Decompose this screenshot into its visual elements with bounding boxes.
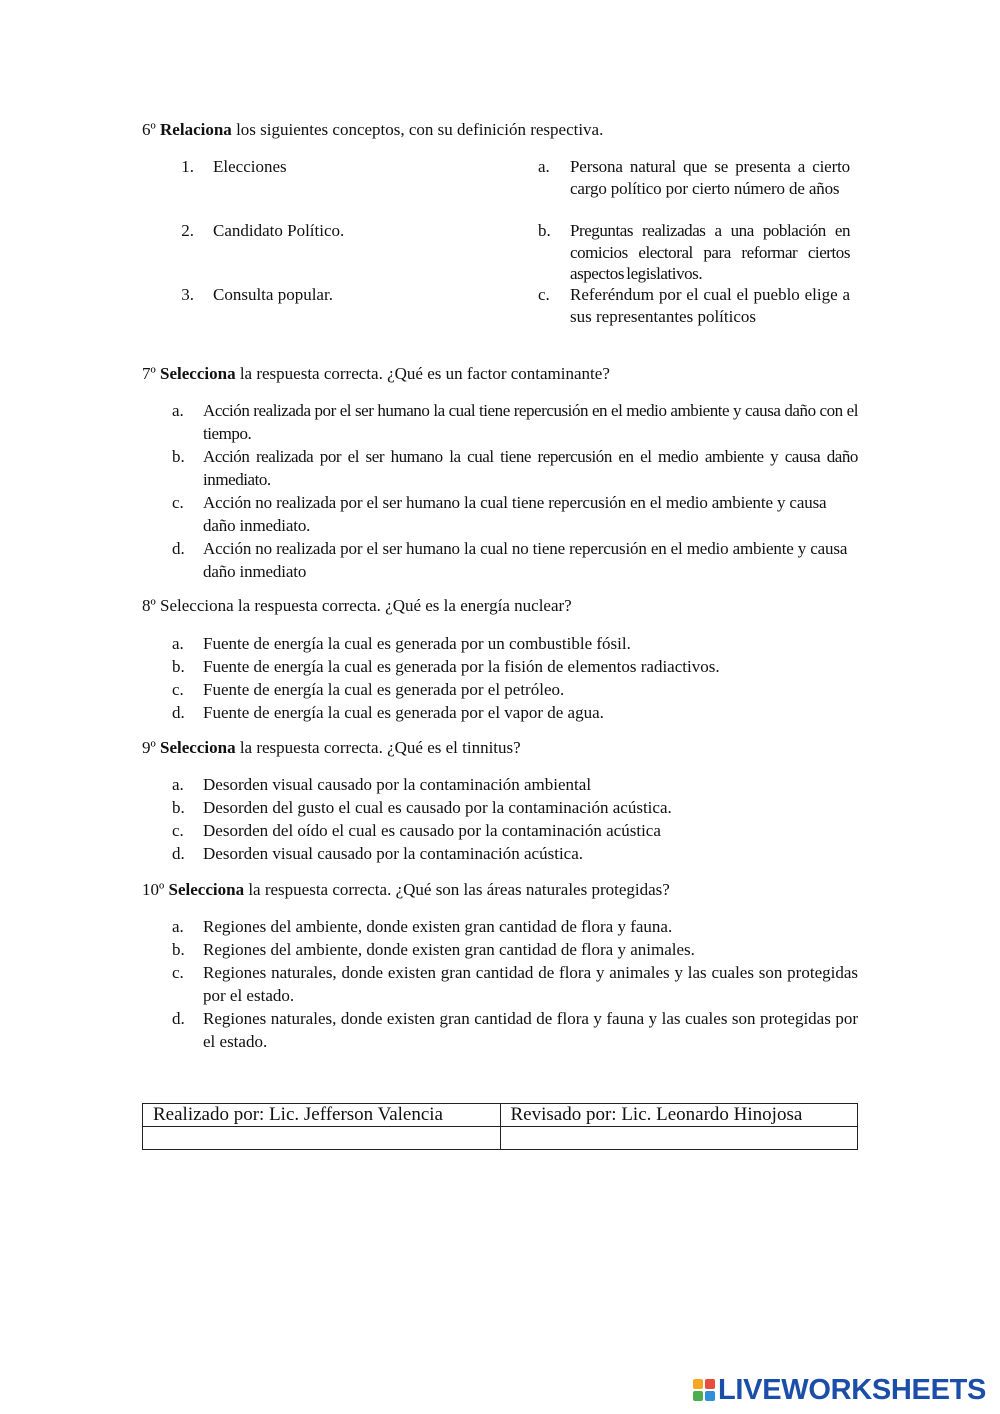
definition-item: a. Persona natural que se presenta a cierto cargo político por cierto número de años xyxy=(538,157,850,198)
answer-option: b. Desorden del gusto el cual es causado por la contaminación acústica. xyxy=(172,798,672,817)
question-text: los siguientes conceptos, con su definición respectiva. xyxy=(231,120,604,139)
question-10-title: 10º Selecciona la respuesta correcta. ¿Qué son las áreas naturales protegidas? xyxy=(142,880,670,899)
answer-option: d. Desorden visual causado por la contaminación acústica. xyxy=(172,844,584,863)
definition-item: c. Referéndum por el cual el pueblo elige a sus representantes políticos xyxy=(538,285,850,326)
answer-option: a. Acción realizada por el ser humano la cual tiene repercusión en el medio ambiente y causa daño con el tiempo. xyxy=(172,401,858,443)
answer-option: c. Fuente de energía la cual es generada por el petróleo. xyxy=(172,680,565,699)
answer-option: d. Acción no realizada por el ser humano la cual no tiene repercusión en el medio ambiente y causa daño inmediato xyxy=(172,539,848,581)
made-by-cell: Realizado por: Lic. Jefferson Valencia xyxy=(143,1104,501,1127)
answer-option: b. Acción realizada por el ser humano la cual tiene repercusión en el medio ambiente y causa daño inmediato. xyxy=(172,447,858,489)
answer-option: a. Desorden visual causado por la contaminación ambiental xyxy=(172,775,592,794)
answer-option: d. Fuente de energía la cual es generada por el vapor de agua. xyxy=(172,703,604,722)
answer-option: c. Regiones naturales, donde existen gran cantidad de flora y animales y las cuales son protegidas por el estado. xyxy=(172,963,858,1005)
answer-option: b. Fuente de energía la cual es generada por la fisión de elementos radiactivos. xyxy=(172,657,720,676)
answer-option: c. Acción no realizada por el ser humano la cual tiene repercusión en el medio ambiente y causa daño inmediato. xyxy=(172,493,827,535)
question-number: 6º xyxy=(142,120,156,139)
question-6-title xyxy=(142,119,603,141)
reviewed-by-cell: Revisado por: Lic. Leonardo Hinojosa xyxy=(500,1104,858,1127)
definition-item: b. Preguntas realizadas a una población en comicios electoral para reformar ciertos aspectos legislativos. xyxy=(538,221,850,283)
question-7-title: 7º Selecciona la respuesta correcta. ¿Qué es un factor contaminante? xyxy=(142,364,610,383)
logo-text: LIVEWORKSHEETS xyxy=(718,1373,987,1406)
answer-option: c. Desorden del oído el cual es causado por la contaminación acústica xyxy=(172,821,661,840)
answer-option: b. Regiones del ambiente, donde existen gran cantidad de flora y animales. xyxy=(172,940,695,959)
answer-option: a. Regiones del ambiente, donde existen gran cantidad de flora y fauna. xyxy=(172,917,673,936)
question-9-title: 9º Selecciona la respuesta correcta. ¿Qué es el tinnitus? xyxy=(142,738,521,757)
reviewed-by-signature-cell[interactable] xyxy=(500,1127,858,1150)
liveworksheets-logo-icon xyxy=(693,1379,715,1401)
liveworksheets-logo xyxy=(693,1375,986,1405)
question-keyword: Relaciona xyxy=(160,120,232,139)
made-by-signature-cell[interactable] xyxy=(143,1127,501,1150)
answer-option: a. Fuente de energía la cual es generada por un combustible fósil. xyxy=(172,634,631,653)
answer-option: d. Regiones naturales, donde existen gran cantidad de flora y fauna y las cuales son protegidas por el estado. xyxy=(172,1009,858,1051)
signature-table xyxy=(142,1103,858,1150)
question-8-title: 8º Selecciona la respuesta correcta. ¿Qué es la energía nuclear? xyxy=(142,596,572,615)
